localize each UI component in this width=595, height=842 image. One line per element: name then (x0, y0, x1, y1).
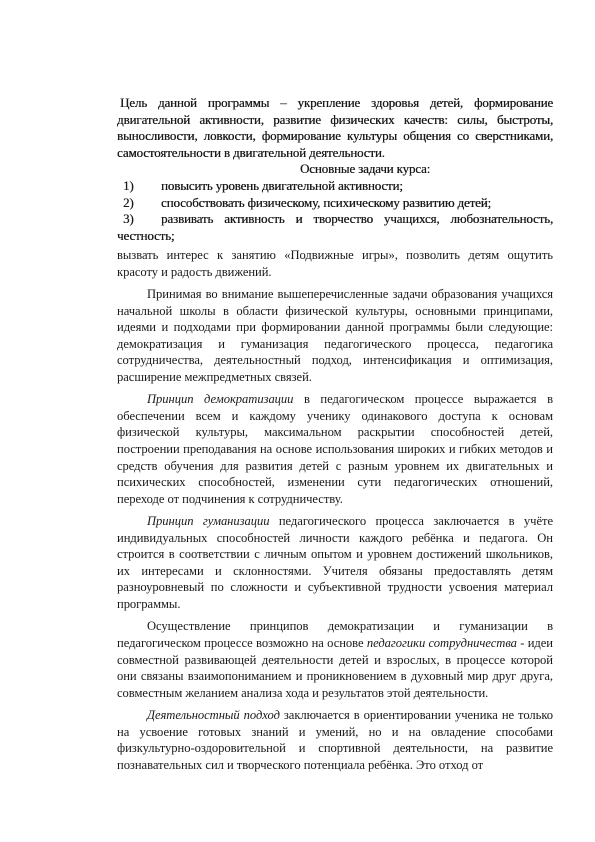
paragraph-democratization (117, 391, 553, 507)
task-number: 1) (123, 177, 134, 193)
task-number: 2) (123, 194, 134, 210)
term-cooperation: педагогики сотрудничества (366, 636, 517, 651)
task-number: 3) (123, 211, 134, 227)
intro-block (117, 95, 553, 244)
task-item-2 (117, 195, 553, 212)
program-goal: Цель данной программы – укрепление здоровья детей, формирование двигательной активности, развитие физических качеств: силы, быстроты, выносливости, ловкости, формирование культуры общения со сверстниками, самостоятельности в двигательной деятельности. (117, 95, 553, 160)
paragraph-text: заключается в ориентировании ученика не только на усвоение готовых знаний и умений, но и на овладение способами физкультурно-оздоровительной и спортивной деятельности, на развитие познавательных сил и творческого потенциала ребёнка. Это отход от (117, 708, 553, 772)
task-text: повысить уровень двигательной активности; (161, 177, 403, 193)
paragraph-interest: вызвать интерес к занятию «Подвижные игры», позволить детям ощутить красоту и радость движений. (117, 248, 553, 279)
paragraph-principles: Принимая во внимание вышеперечисленные задачи образования учащихся начальной школы в области физической культуры, основными принципами, идеями и подходами при формировании данной программы были следующие: демократизация и гуманизация педагогического процесса, педагогика сотрудничества, деятельностный подход, интенсификация и оптимизация, расширение межпредметных связей. (117, 287, 553, 384)
paragraph-text: педагогического процесса заключается в учёте индивидуальных способностей личности каждого ребёнка и педагога. Он строится в соответствии с личным опытом и уровнем достижений школьников, их интересами и склонностями. Учителя обязаны предоставлять детям разноуровневый по сложности и субъективной трудности усвоения материал программы. (117, 514, 553, 611)
term-humanization: Принцип гуманизации (147, 514, 270, 529)
paragraph-cooperation (117, 618, 553, 701)
paragraph-activity-approach (117, 707, 553, 773)
tasks-title: Основные задачи курса: (299, 161, 431, 177)
term-democratization: Принцип демократизации (147, 392, 294, 407)
body-text (117, 247, 553, 773)
term-activity-approach: Деятельностный подход (147, 708, 280, 723)
paragraph-text: Осуществление принципов демократизации и гуманизации в педагогическом процессе возможно на основе (117, 619, 553, 651)
task-item-3 (117, 211, 553, 244)
paragraph-text: - идеи совместной развивающей деятельности детей и взрослых, в процессе которой они связаны взаимопониманием и проникновением в духовный мир друг друга, совместным желанием анализа хода и результатов этой деятельности. (117, 636, 554, 700)
task-text: способствовать физическому, психическому развитию детей; (161, 194, 491, 210)
task-item-1 (117, 178, 553, 195)
paragraph-humanization (117, 513, 553, 612)
task-text: развивать активность и творчество учащихся, любознательность, честность; (117, 211, 553, 243)
paragraph-text: в педагогическом процессе выражается в обеспечении всем и каждому ученику одинакового доступа к основам физической культуры, максимальном раскрытии способностей детей, построении преподавания на основе использования широких и гибких методов и средств обучения для развития детей с разным уровнем их двигательных и психических способностей, изменении сути педагогических отношений, переходе от подчинения к сотрудничеству. (117, 392, 553, 506)
